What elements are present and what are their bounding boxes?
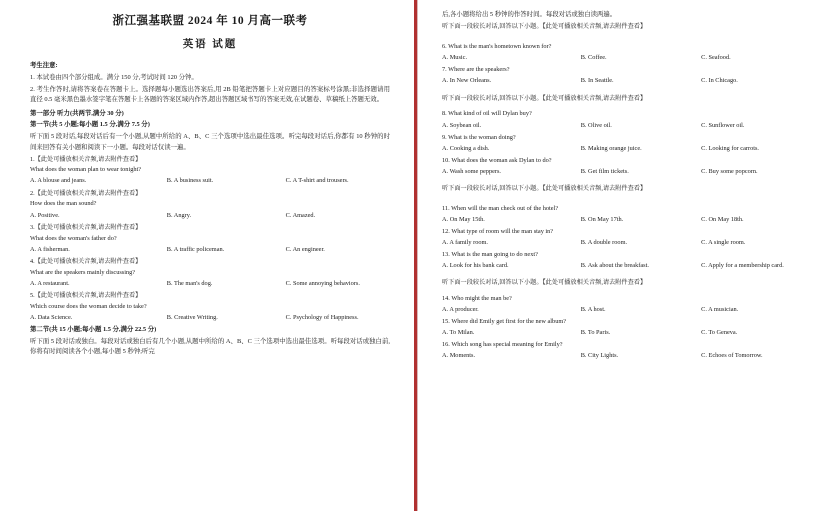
option-row bbox=[442, 167, 807, 177]
option-row bbox=[442, 328, 807, 338]
option-a[interactable]: A. A blouse and jeans. bbox=[30, 177, 87, 185]
option-row bbox=[442, 76, 807, 86]
option-c[interactable]: C. Apply for a membership card. bbox=[701, 262, 784, 270]
option-c[interactable]: C. A musician. bbox=[701, 306, 739, 314]
page-subtitle: 英语 试题 bbox=[182, 39, 238, 50]
page-divider bbox=[414, 0, 417, 511]
question-text: 11. When will the man check out of the hotel? bbox=[442, 204, 559, 212]
part-one-heading: 第一部分 听力(共两节,满分 30 分) bbox=[30, 109, 124, 117]
option-row bbox=[30, 176, 390, 186]
option-a[interactable]: A. Moments. bbox=[442, 352, 476, 360]
option-b[interactable]: B. Coffee. bbox=[580, 54, 607, 62]
option-b[interactable]: B. City Lights. bbox=[580, 352, 619, 360]
option-c[interactable]: C. Echoes of Tomorrow. bbox=[701, 352, 763, 360]
option-b[interactable]: B. Making orange juice. bbox=[580, 144, 642, 152]
option-c[interactable]: C. Looking for carrots. bbox=[701, 144, 760, 152]
option-a[interactable]: A. In New Orleans. bbox=[442, 77, 492, 85]
option-a[interactable]: A. Soybean oil. bbox=[442, 121, 482, 129]
question-text: 10. What does the woman ask Dylan to do? bbox=[442, 156, 552, 164]
notice-line-1: 1. 本试卷由四个部分组成。满分 150 分,考试时间 120 分钟。 bbox=[30, 73, 198, 81]
question-text: Which course does the woman decide to take? bbox=[30, 302, 147, 310]
audio-cue[interactable]: 5.【此处可播放相关音频,请去附件查看】 bbox=[30, 291, 142, 299]
option-c[interactable]: C. In Chicago. bbox=[701, 77, 738, 85]
question-text: 8. What kind of oil will Dylan buy? bbox=[442, 110, 532, 118]
option-c[interactable]: C. Amazed. bbox=[285, 211, 316, 219]
option-b[interactable]: B. A host. bbox=[580, 306, 606, 314]
section-two-intro: 听下面 5 段对话或独白。每段对话或独白后有几个小题,从题中所给的 A、B、C 三个选项中选出最佳选项。听每段对话或独白前,你将有时间阅读各个小题,每小题 5 秒钟;听完 bbox=[30, 337, 390, 355]
question-text: 7. Where are the speakers? bbox=[442, 66, 510, 74]
notice-line-2: 2. 考生作答时,请将答案卷在答题卡上。选择题每小题选出答案后,用 2B 铅笔把答题卡上对应题目的答案标号涂黑;非选择题请用直径 0.5 毫米黑色墨水签字笔在答题卡上各题的答案区域内作答,超出答题区域书写的答案无效,在试题卷、草稿纸上答题无效。 bbox=[30, 85, 390, 104]
option-row bbox=[30, 313, 390, 323]
question-text: 12. What type of room will the man stay in? bbox=[442, 227, 554, 235]
option-b[interactable]: B. Ask about the breakfast. bbox=[580, 262, 649, 270]
audio-cue[interactable]: 听下面一段较长对话,回答以下小题。【此处可播放相关音频,请去附件查看】 bbox=[442, 94, 647, 102]
option-c[interactable]: C. A T-shirt and trousers. bbox=[285, 177, 349, 185]
option-row bbox=[30, 211, 390, 221]
option-c[interactable]: C. Some annoying behaviors. bbox=[285, 279, 360, 287]
audio-cue[interactable]: 3.【此处可播放相关音频,请去附件查看】 bbox=[30, 223, 142, 231]
option-row bbox=[442, 261, 807, 271]
question-text: How does the man sound? bbox=[30, 200, 97, 208]
option-c[interactable]: C. Seafood. bbox=[701, 54, 731, 62]
option-c[interactable]: C. Sunflower oil. bbox=[701, 121, 745, 129]
audio-cue[interactable]: 听下面一段较长对话,回答以下小题。【此处可播放相关音频,请去附件查看】 bbox=[442, 279, 647, 287]
question-text: What are the speakers mainly discussing? bbox=[30, 268, 136, 276]
option-a[interactable]: A. A fisherman. bbox=[30, 245, 70, 253]
option-a[interactable]: A. Wash some peppers. bbox=[442, 167, 502, 175]
option-b[interactable]: B. Olive oil. bbox=[580, 121, 612, 129]
notice-heading: 考生注意: bbox=[30, 62, 58, 69]
option-a[interactable]: A. Look for his bank card. bbox=[442, 262, 509, 270]
option-row bbox=[30, 245, 390, 255]
option-c[interactable]: C. An engineer. bbox=[285, 245, 325, 253]
question-text: What does the woman's father do? bbox=[30, 234, 117, 242]
option-row bbox=[442, 121, 807, 131]
page-title: 浙江强基联盟 2024 年 10 月高一联考 bbox=[112, 15, 308, 27]
option-b[interactable]: B. On May 17th. bbox=[580, 215, 624, 223]
option-c[interactable]: C. Psychology of Happiness. bbox=[285, 313, 359, 321]
option-b[interactable]: B. In Seattle. bbox=[580, 77, 614, 85]
option-a[interactable]: A. Music. bbox=[442, 54, 468, 62]
option-a[interactable]: A. Positive. bbox=[30, 211, 60, 219]
option-c[interactable]: C. On May 18th. bbox=[701, 215, 744, 223]
option-b[interactable]: B. A business suit. bbox=[166, 177, 214, 185]
option-row bbox=[442, 238, 807, 248]
option-b[interactable]: B. The man's dog. bbox=[166, 279, 213, 287]
option-b[interactable]: B. Angry. bbox=[166, 211, 192, 219]
option-row bbox=[30, 279, 390, 289]
section-one-heading: 第一节(共 5 小题;每小题 1.5 分,满分 7.5 分) bbox=[30, 121, 150, 129]
option-row bbox=[442, 215, 807, 225]
question-text: 13. What is the man going to do next? bbox=[442, 251, 538, 259]
option-b[interactable]: B. To Paris. bbox=[580, 329, 611, 337]
question-text: 9. What is the woman doing? bbox=[442, 133, 516, 141]
option-row bbox=[442, 144, 807, 154]
question-text: 14. Who might the man be? bbox=[442, 295, 512, 303]
question-text: 6. What is the man's hometown known for? bbox=[442, 43, 552, 51]
section-two-heading: 第二节(共 15 小题;每小题 1.5 分,满分 22.5 分) bbox=[30, 325, 157, 333]
audio-cue[interactable]: 2.【此处可播放相关音频,请去附件查看】 bbox=[30, 189, 142, 197]
option-b[interactable]: B. A double room. bbox=[580, 238, 628, 246]
question-text: 15. Where did Emily get first for the new album? bbox=[442, 318, 567, 326]
option-a[interactable]: A. A family room. bbox=[442, 238, 488, 246]
option-a[interactable]: A. Data Science. bbox=[30, 313, 73, 321]
option-b[interactable]: B. Creative Writing. bbox=[166, 313, 218, 321]
option-a[interactable]: A. To Milan. bbox=[442, 329, 475, 337]
option-b[interactable]: B. A traffic policeman. bbox=[166, 245, 225, 253]
option-a[interactable]: A. A restaurant. bbox=[30, 279, 70, 287]
option-row bbox=[442, 305, 807, 315]
audio-cue[interactable]: 4.【此处可播放相关音频,请去附件查看】 bbox=[30, 257, 142, 265]
audio-cue[interactable]: 听下面一段较长对话,回答以下小题。【此处可播放相关音频,请去附件查看】 bbox=[442, 23, 647, 31]
option-a[interactable]: A. A producer. bbox=[442, 306, 479, 314]
option-row bbox=[442, 351, 807, 361]
audio-cue[interactable]: 听下面一段较长对话,回答以下小题。【此处可播放相关音频,请去附件查看】 bbox=[442, 184, 647, 192]
option-a[interactable]: A. Cooking a dish. bbox=[442, 144, 490, 152]
option-a[interactable]: A. On May 15th. bbox=[442, 215, 485, 223]
option-c[interactable]: C. Buy some popcorn. bbox=[701, 167, 758, 175]
continuation-text: 后,各小题将给出 5 秒钟的作答时间。每段对话或独白读两遍。 bbox=[442, 11, 617, 18]
question-text: What does the woman plan to wear tonight? bbox=[30, 166, 142, 174]
option-c[interactable]: C. A single room. bbox=[701, 238, 746, 246]
option-c[interactable]: C. To Geneva. bbox=[701, 329, 738, 337]
option-row bbox=[442, 53, 807, 63]
option-b[interactable]: B. Get film tickets. bbox=[580, 167, 629, 175]
audio-cue[interactable]: 1.【此处可播放相关音频,请去附件查看】 bbox=[30, 155, 142, 163]
question-text: 16. Which song has special meaning for Emily? bbox=[442, 341, 563, 349]
section-one-intro: 听下面 5 段对话,每段对话后有一个小题,从题中所给的 A、B、C 三个选项中选出最佳选项。听完每段对话后,你都有 10 秒钟的时间来回答有关小题和阅读下一小题。每段对话仅读一遍。 bbox=[30, 133, 390, 151]
right-column bbox=[416, 0, 833, 511]
left-column bbox=[0, 0, 416, 511]
